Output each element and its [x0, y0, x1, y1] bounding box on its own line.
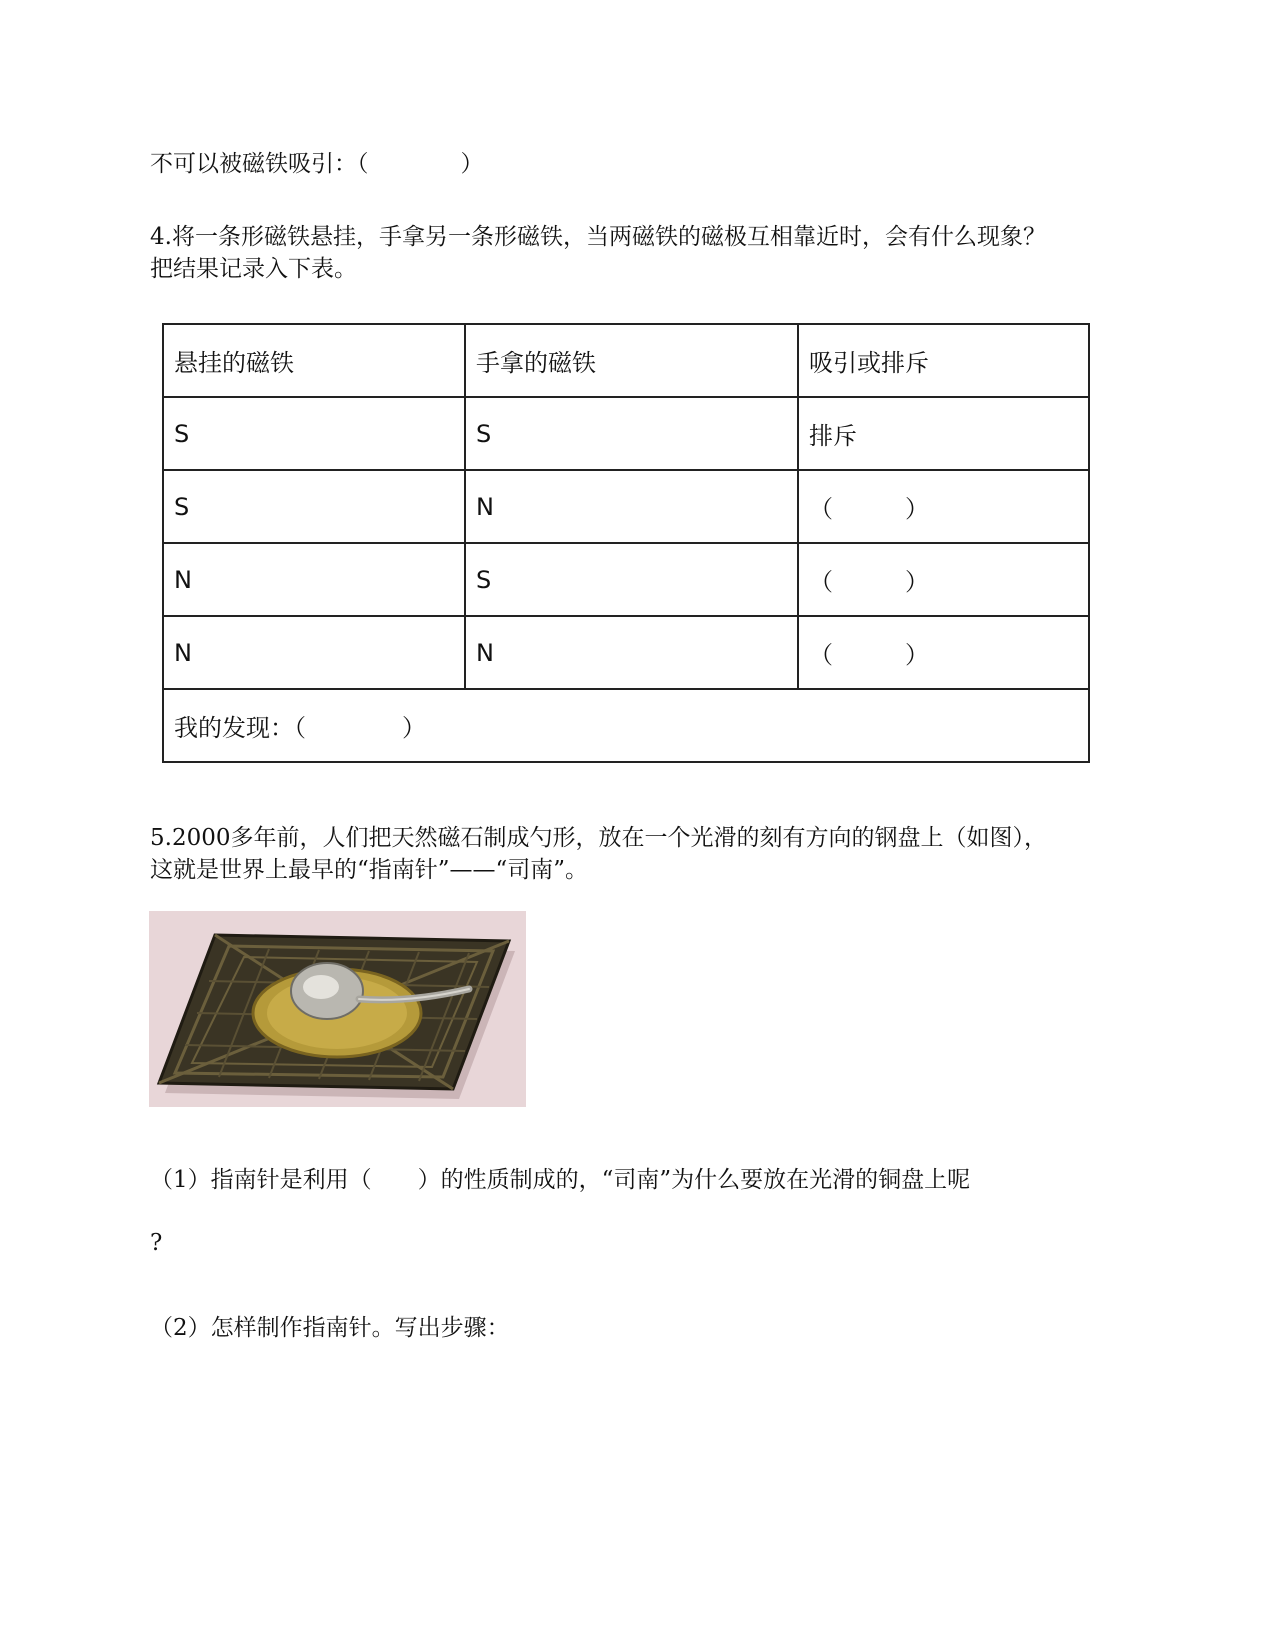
header-cell-result: 吸引或排斥 [798, 324, 1089, 397]
table-cell: S [465, 397, 798, 470]
table-cell: 排斥 [798, 397, 1089, 470]
answer-blank-cell[interactable]: （ ） [798, 616, 1089, 689]
header-cell-hanging: 悬挂的磁铁 [163, 324, 465, 397]
table-cell: S [163, 470, 465, 543]
table-header-row [163, 324, 1089, 397]
answer-blank-cell[interactable]: （ ） [798, 543, 1089, 616]
table-cell: N [465, 470, 798, 543]
sub-question-2: （2）怎样制作指南针。写出步骤： [150, 1315, 510, 1341]
answer-blank-cell[interactable]: （ ） [798, 470, 1089, 543]
q4-question-line1: 4.将一条形磁铁悬挂，手拿另一条形磁铁，当两磁铁的磁极互相靠近时，会有什么现象？ [150, 224, 1046, 250]
q5-question-line1: 5.2000多年前，人们把天然磁石制成勺形，放在一个光滑的刻有方向的钢盘上（如图）， [150, 825, 1047, 851]
header-cell-handheld: 手拿的磁铁 [465, 324, 798, 397]
q3-tail-text: 不可以被磁铁吸引：（ ） [150, 151, 484, 177]
sinan-compass-image [149, 911, 526, 1107]
table-cell: N [163, 543, 465, 616]
table-cell: S [465, 543, 798, 616]
sub-question-1: （1）指南针是利用（ ）的性质制成的，“司南”为什么要放在光滑的铜盘上呢 [150, 1167, 971, 1193]
table-row [163, 543, 1089, 616]
sub-question-1-end: ? [150, 1230, 163, 1256]
table-row [163, 397, 1089, 470]
magnet-result-table [162, 323, 1090, 763]
q4-question-line2: 把结果记录入下表。 [150, 256, 357, 282]
table-cell: S [163, 397, 465, 470]
table-row [163, 616, 1089, 689]
table-cell: N [465, 616, 798, 689]
table-cell: N [163, 616, 465, 689]
table-row [163, 470, 1089, 543]
q5-question-line2: 这就是世界上最早的“指南针”——“司南”。 [150, 857, 589, 883]
finding-row [163, 689, 1089, 762]
finding-cell[interactable]: 我的发现：（ ） [163, 689, 1089, 762]
